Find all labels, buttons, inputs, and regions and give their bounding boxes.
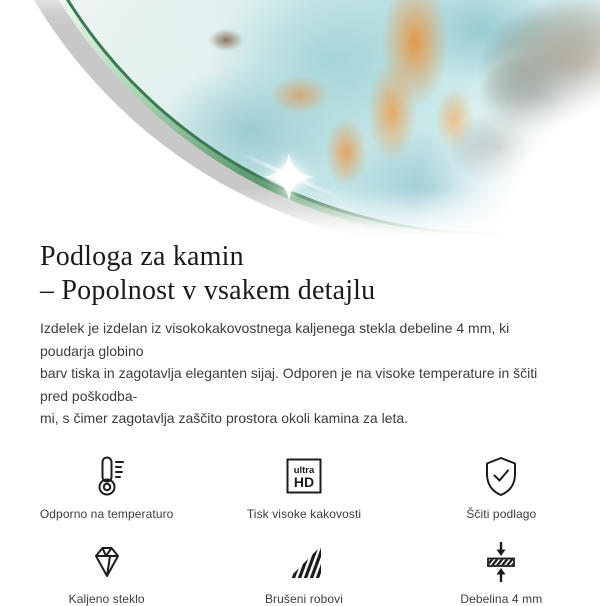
ultra-hd-icon [284,453,324,499]
description-line: Izdelek je izdelan iz visokokakovostnega kaljenega stekla debeline 4 mm, ki poudarja globino [40,320,510,359]
page-title-line1: Podloga za kamin [40,241,244,272]
thickness-icon [479,538,523,584]
feature-label: Ščiti podlago [466,506,537,521]
beveled-edges-icon [284,538,324,584]
description-line: barv tiska in zagotavlja eleganten sijaj. Odporen je na visoke temperature in ščiti pred poškodba- [40,365,538,404]
product-description [40,317,552,430]
feature-label: Tisk visoke kakovosti [246,506,362,521]
feature-item-thickness [403,538,600,606]
feature-label: Odporno na temperaturo [39,506,174,521]
feature-item-print-quality [205,453,402,521]
thermometer-icon [85,453,129,499]
feature-item-temperature [8,453,205,521]
diamond-icon [85,538,129,584]
feature-item-protects [403,453,600,521]
shield-check-icon [479,453,523,499]
feature-item-tempered-glass [8,538,205,606]
feature-grid [0,453,600,606]
page-title-line2: – Popolnost v vsakem detajlu [40,275,376,306]
page-title [40,240,560,308]
svg-text:ultra: ultra [293,464,315,476]
feature-label: Debelina 4 mm [460,591,543,606]
description-line: mi, s čimer zagotavlja zaščito prostora okoli kamina za leta. [40,410,409,426]
feature-label: Kaljeno steklo [68,591,145,606]
product-hero [0,0,600,235]
sparkle-icon [261,149,317,205]
feature-label: Brušeni robovi [264,591,344,606]
feature-item-beveled-edges [205,538,402,606]
svg-text:HD: HD [293,473,315,490]
